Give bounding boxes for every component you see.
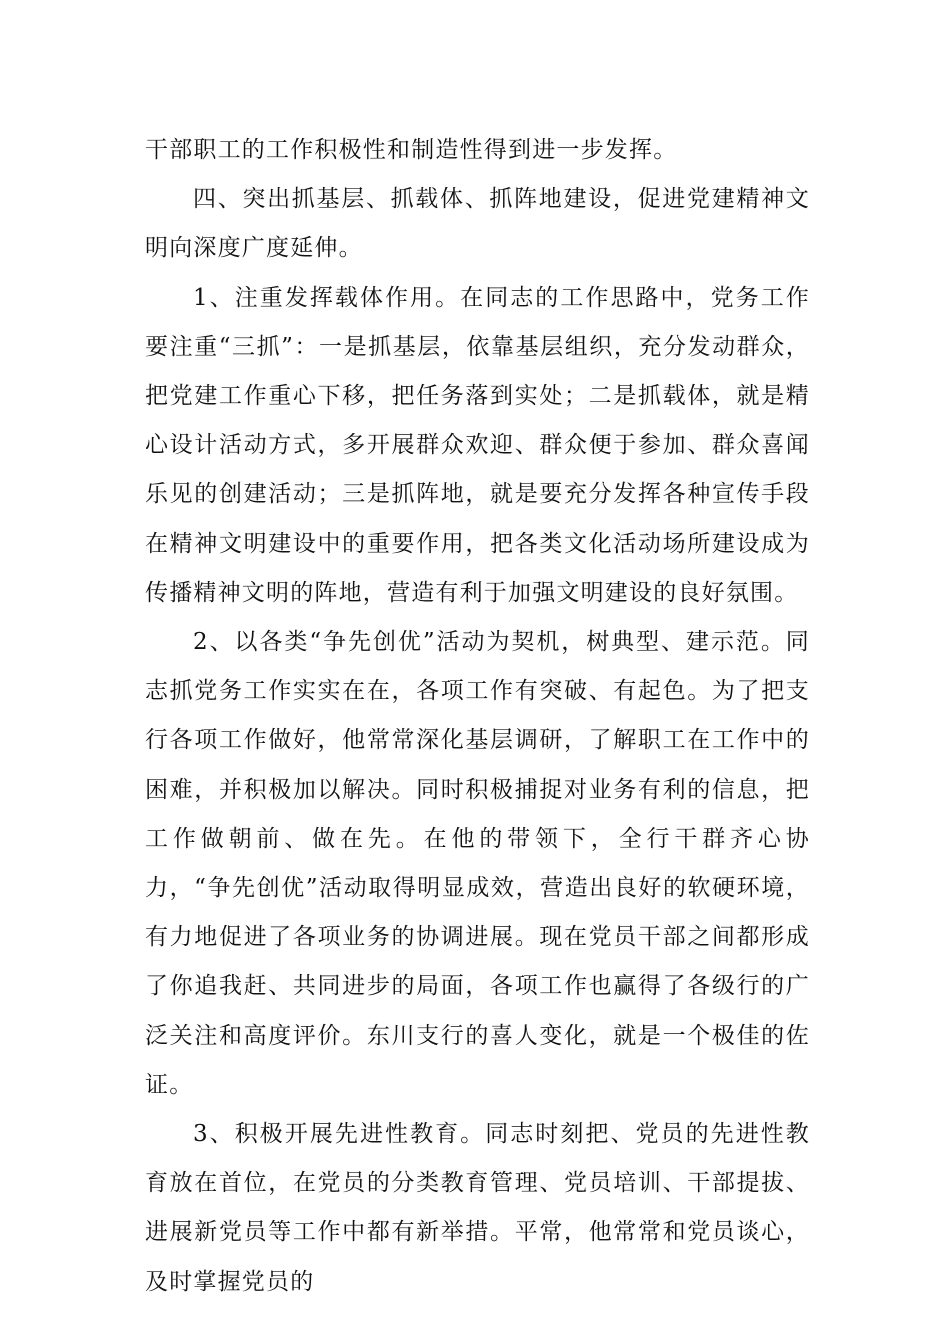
paragraph-continuation: 干部职工的工作积极性和制造性得到进一步发挥。 xyxy=(145,137,678,163)
paragraph-item-1: 1、注重发挥载体作用。在同志的工作思路中，党务工作要注重“三抓”：一是抓基层，依靠基层组织，充分发动群众，把党建工作重心下移，把任务落到实处；二是抓载体，就是精心设计活动方式，多开展群众欢迎、群众便于参加、群众喜闻乐见的创建活动；三是抓阵地，就是要充分发挥各种宣传手段在精神文明建设中的重要作用，把各类文化活动场所建设成为传播精神文明的阵地，营造有利于加强文明建设的良好氛围。 xyxy=(145,284,810,606)
document-body xyxy=(145,126,810,1307)
paragraph-section-four-heading: 四、突出抓基层、抓载体、抓阵地建设，促进党建精神文明向深度广度延伸。 xyxy=(145,186,810,262)
paragraph-item-3: 3、积极开展先进性教育。同志时刻把、党员的先进性教育放在首位，在党员的分类教育管理、党员培训、干部提拔、进展新党员等工作中都有新举措。平常，他常常和党员谈心，及时掌握党员的 xyxy=(145,1121,810,1295)
paragraph-item-2: 2、以各类“争先创优”活动为契机，树典型、建示范。同志抓党务工作实实在在，各项工作有突破、有起色。为了把支行各项工作做好，他常常深化基层调研，了解职工在工作中的困难，并积极加以解决。同时积极捕捉对业务有利的信息，把工作做朝前、做在先。在他的带领下，全行干群齐心协力，“争先创优”活动取得明显成效，营造出良好的软硬环境，有力地促进了各项业务的协调进展。现在党员干部之间都形成了你追我赶、共同进步的局面，各项工作也赢得了各级行的广泛关注和高度评价。东川支行的喜人变化，就是一个极佳的佐证。 xyxy=(145,629,810,1098)
